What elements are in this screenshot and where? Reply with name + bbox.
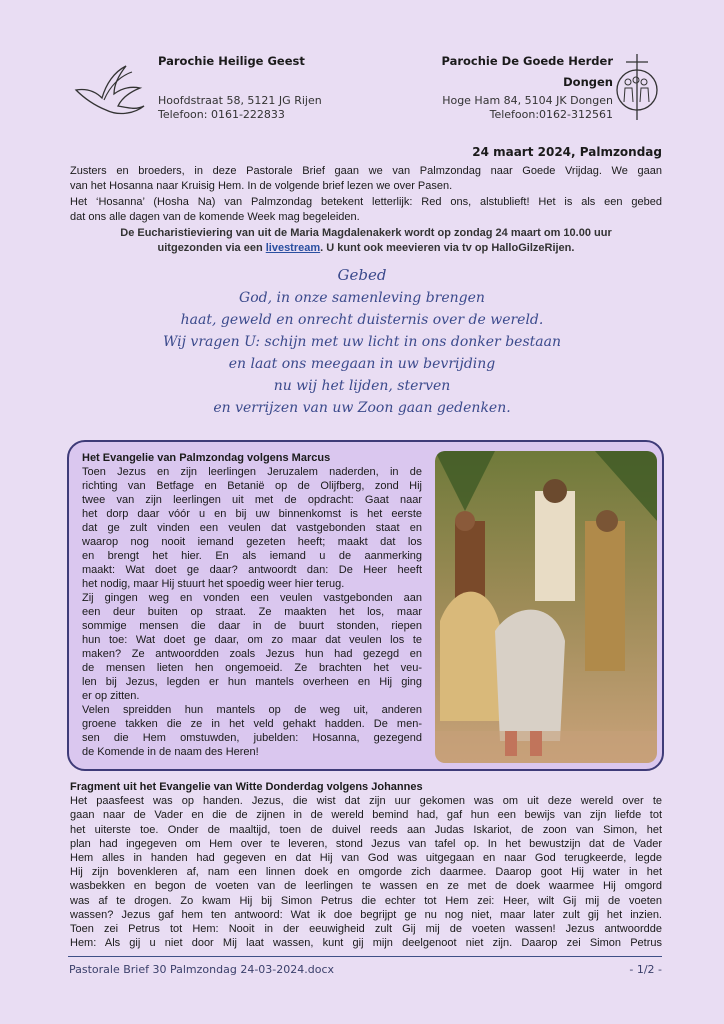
text-line: de Komende in de naam des Heren! (82, 746, 259, 758)
text-line: len bij Jezus, legden er hun mantels overheen en Hij ging (82, 676, 422, 688)
text-line: Toen zei Petrus tot Hem: Nooit in der eeuwigheid zult Gij mij de voeten wassen! Jezus antwoordde (70, 922, 662, 935)
parish-left-name: Parochie Heilige Geest (158, 54, 305, 68)
text-line: hun toe: Wat doet ge daar, om zo maar dat veulen los te (82, 634, 422, 646)
text-line: richting van Betfage en Betanië op de Olijfberg, zond Hij (82, 480, 422, 492)
gospel1-text (82, 451, 422, 759)
intro-line: Zusters en broeders, in deze Pastorale Brief gaan we van Palmzondag naar Goede Vrijdag. We gaan (70, 165, 662, 177)
text-line: maken? Ze antwoordden zoals Jezus hun had gezegd en (82, 648, 422, 660)
text-line: wassen? Jezus gaf hem ten antwoord: Wat ik doe begrijpt ge nu nog niet, maar later zult gij het inzien. (70, 908, 662, 921)
text-line: was af te drogen. Zo kwam Hij bij Simon Petrus die echter tot Hem zei: Heer, wilt Gij mij de voeten (70, 894, 662, 907)
notice-line (70, 241, 662, 256)
gospel1-title: Het Evangelie van Palmzondag volgens Marcus (82, 452, 331, 464)
text-line: Toen Jezus en zijn leerlingen Jeruzalem naderden, in de (82, 466, 422, 478)
prayer-line: Wij vragen U: schijn met uw licht in ons donker bestaan (163, 334, 561, 350)
text-line: sommige mensen die daar in de buurt stonden, riepen (82, 620, 422, 632)
parish-left-phone: Telefoon: 0161-222833 (158, 108, 285, 121)
intro-line: Het ‘Hosanna’ (Hosha Na) van Palmzondag betekent letterlijk: Red ons, alstublieft! Het is als een gebed (70, 195, 662, 208)
text-line: maakt: Wat doet ge daar? antwoordt dan: De Heer heeft (82, 564, 422, 576)
parish-right-city: Dongen (563, 75, 613, 89)
parish-right-address: Hoge Ham 84, 5104 JK Dongen (442, 94, 613, 107)
text-line: groene takken die ze in het veld gehakt hadden. De men- (82, 718, 422, 730)
good-shepherd-logo-icon (612, 52, 662, 122)
text-line: het nodig, maar Hij stuurt het spoedig weer hier terug. (82, 578, 345, 590)
prayer-line: en laat ons meegaan in uw bevrijding (228, 356, 496, 372)
livestream-link[interactable]: livestream (265, 241, 321, 254)
prayer-line: en verrijzen van uw Zoon gaan gedenken. (213, 400, 511, 416)
date-heading: 24 maart 2024, Palmzondag (472, 145, 662, 159)
text-line: sen die Hem omstuwden, jubelden: Hosanna, gezegend (82, 732, 422, 744)
text-line: Hem alles in handen had gegeven en dat Hij van God was uitgegaan en naar God terugkeerde, legde (70, 851, 662, 864)
footer-page-number: - 1/2 - (629, 963, 662, 976)
text-line: Zij gingen weg en vonden een veulen vastgebonden aan (82, 592, 422, 604)
text-line: wasbekken en begon de voeten van de leerlingen te wassen en ze met de doek waarmee Hij omgord (70, 880, 662, 893)
text-line: er op zitten. (82, 690, 140, 702)
prayer-line: nu wij het lijden, sterven (273, 378, 451, 394)
palm-sunday-image (435, 451, 657, 763)
notice-text: . U kunt ook meevieren via tv op HalloGilzeRijen. (320, 241, 575, 254)
parish-left-address: Hoofdstraat 58, 5121 JG Rijen (158, 94, 322, 107)
notice-text: uitgezonden via een (157, 241, 266, 254)
footer-filename: Pastorale Brief 30 Palmzondag 24-03-2024.docx (69, 963, 335, 976)
dove-logo-icon (74, 62, 146, 116)
parish-right-phone: Telefoon:0162-312561 (489, 108, 613, 121)
text-line: en brengt het hier. En als iemand u de aanmerking (82, 550, 422, 562)
intro-text (70, 164, 662, 256)
text-line: waarop nog nooit iemand gezeten heeft; maakt dat los (82, 536, 422, 548)
text-line: Velen spreidden hun mantels op de weg uit, anderen (82, 704, 422, 716)
text-line: gaan naar de Vader en die de zijnen in de wereld bemind had, gaf hun een bewijs van zijn liefde tot (70, 809, 662, 822)
text-line: Het paasfeest was op handen. Jezus, die wist dat zijn uur gekomen was om uit deze wereld over te (70, 795, 662, 808)
prayer-line: haat, geweld en onrecht duisternis over de wereld. (180, 312, 544, 328)
text-line: Hem: Als gij u niet door Mij laat wassen, kunt gij mijn deelgenoot niet zijn. Daarop zei Simon Petrus (70, 937, 662, 950)
text-line: plan had ingegeven om Hem over te leveren, stond Jezus van tafel op. In het bewustzijn dat de Vader (70, 837, 662, 850)
gospel2-text (70, 780, 662, 950)
text-line: de mensen lieten hen ongemoeid. Ze brachten het veu- (82, 662, 422, 674)
text-line: het uiterste toe. Onder de maaltijd, toen de duivel reeds aan Judas Iskariot, de zoon van Simon, het (70, 823, 662, 836)
notice-line: De Eucharistieviering van uit de Maria Magdalenakerk wordt op zondag 24 maart om 10.00 uur (120, 226, 612, 239)
text-line: dat ge zult vinden een veulen dat vastgebonden staat en (82, 522, 422, 534)
gospel2-title: Fragment uit het Evangelie van Witte Donderdag volgens Johannes (70, 781, 423, 793)
prayer-line: God, in onze samenleving brengen (239, 290, 485, 306)
prayer-text (0, 287, 724, 419)
footer-divider (68, 956, 662, 957)
text-line: twee van zijn leerlingen uit met de opdracht: Gaat naar (82, 494, 422, 506)
parish-right-name: Parochie De Goede Herder (441, 54, 613, 68)
intro-line: van het Hosanna naar Kruisig Hem. In de volgende brief lezen we over Pasen. (70, 180, 453, 193)
text-line: het dorp daar vóór u en bij uw binnenkomst is het eerste (82, 508, 422, 520)
text-line: een deur buiten op straat. Ze maakten het los, maar (82, 606, 422, 618)
prayer-title: Gebed (337, 266, 387, 284)
intro-line: dat ons alle dagen van de komende Week mag begeleiden. (70, 211, 360, 224)
text-line: Hij zijn bovenkleren af, nam een linnen doek en omgorde zich daarmee. Daarop goot Hij water in het (70, 866, 662, 879)
